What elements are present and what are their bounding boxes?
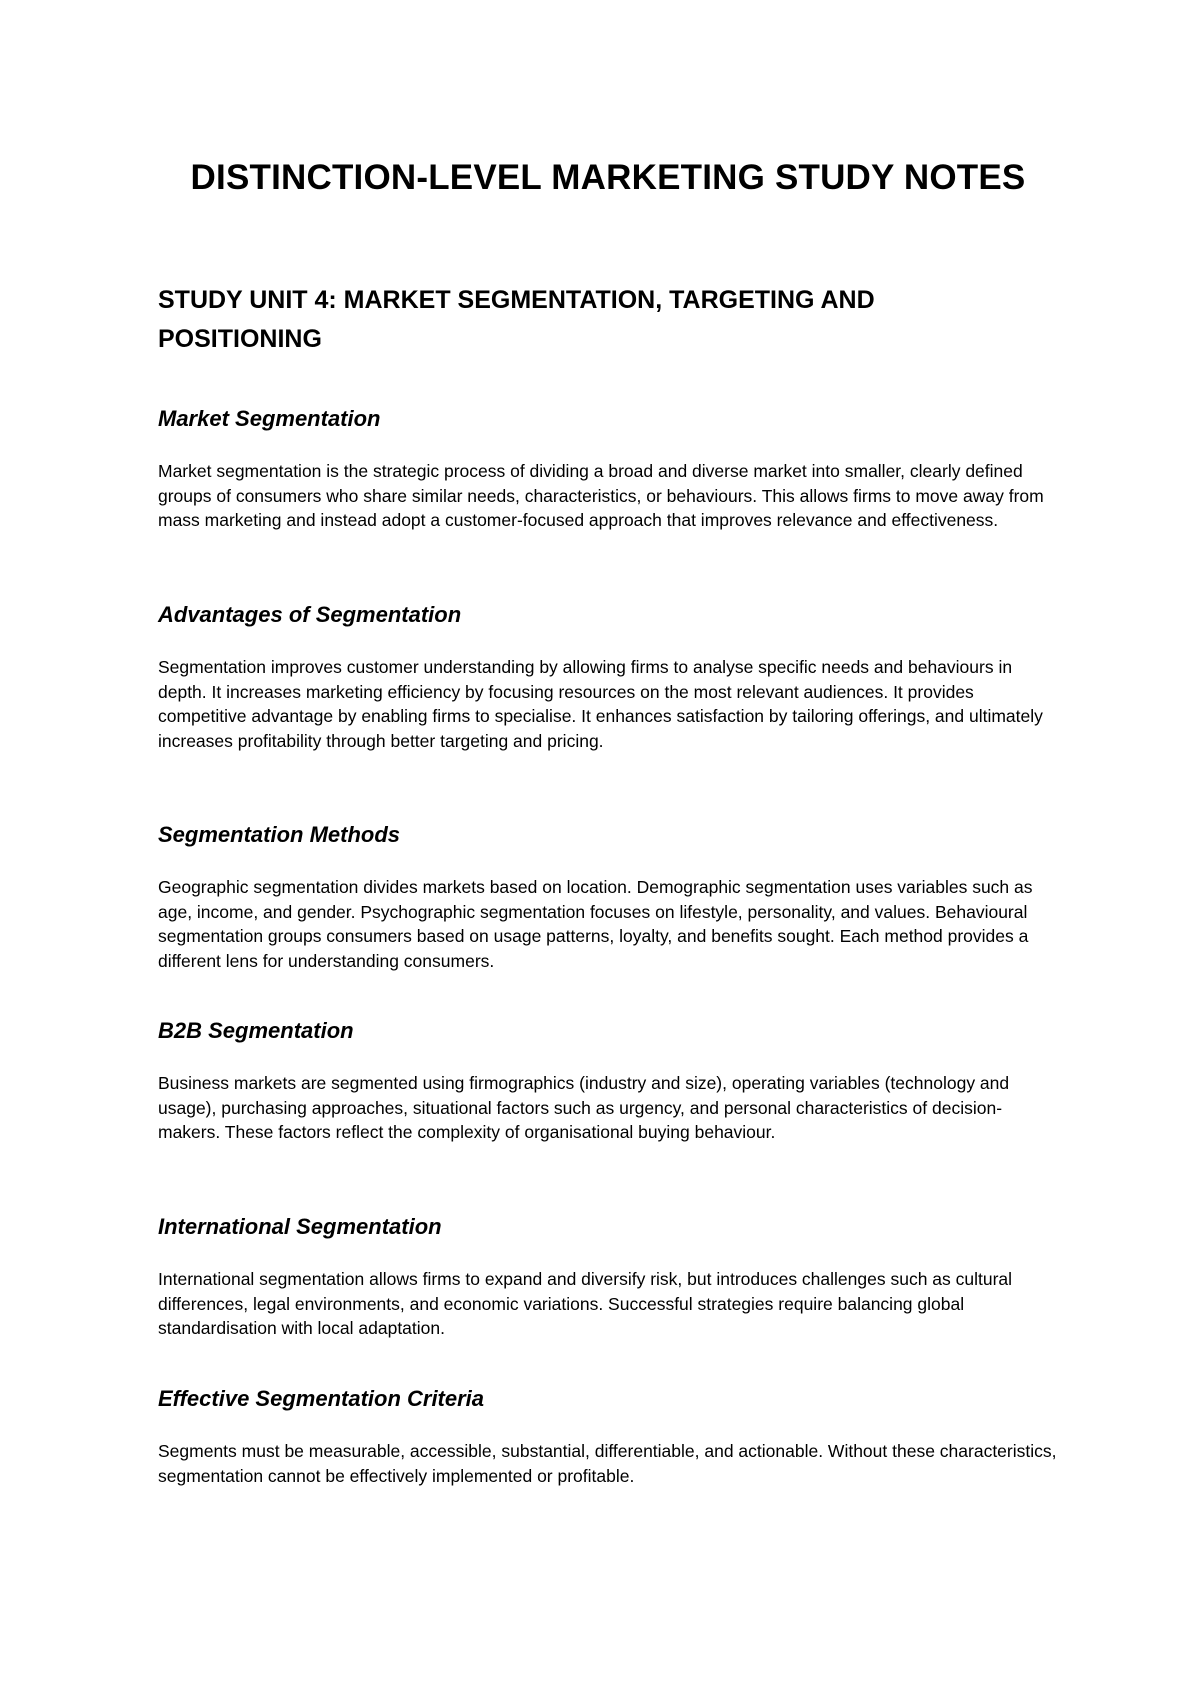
section-effective-segmentation-criteria [158, 1385, 1058, 1488]
section-body: Geographic segmentation divides markets based on location. Demographic segmentation uses variables such as age, income, and gender. Psychographic segmentation focuses on lifestyle, personality, and values. Behavioural segmentation groups consumers based on usage patterns, loyalty, and benefits sought. Each method provides a different lens for understanding consumers. [158, 877, 1033, 971]
document-title: DISTINCTION-LEVEL MARKETING STUDY NOTES [190, 158, 1026, 197]
section-b2b-segmentation [158, 1017, 1058, 1145]
section-international-segmentation [158, 1213, 1058, 1341]
section-heading: B2B Segmentation [158, 1018, 354, 1043]
section-market-segmentation [158, 405, 1058, 533]
section-heading: Advantages of Segmentation [158, 602, 462, 627]
section-body: Segmentation improves customer understanding by allowing firms to analyse specific needs and behaviours in depth. It increases marketing efficiency by focusing resources on the most relevant audiences. It provides competitive advantage by enabling firms to specialise. It enhances satisfaction by tailoring offerings, and ultimately increases profitability through better targeting and pricing. [158, 657, 1043, 751]
section-body: International segmentation allows firms to expand and diversify risk, but introduces challenges such as cultural differences, legal environments, and economic variations. Successful strategies require balancing global standardisation with local adaptation. [158, 1269, 1013, 1338]
section-heading: Segmentation Methods [158, 822, 401, 847]
section-heading: Market Segmentation [158, 406, 381, 431]
section-body: Business markets are segmented using firmographics (industry and size), operating variables (technology and usage), purchasing approaches, situational factors such as urgency, and personal characteristics of decision-makers. These factors reflect the complexity of organisational buying behaviour. [158, 1073, 1010, 1142]
section-body: Market segmentation is the strategic process of dividing a broad and diverse market into smaller, clearly defined groups of consumers who share similar needs, characteristics, or behaviours. This allows firms to move away from mass marketing and instead adopt a customer-focused approach that improves relevance and effectiveness. [158, 461, 1044, 530]
section-heading: Effective Segmentation Criteria [158, 1386, 485, 1411]
section-segmentation-methods [158, 821, 1058, 973]
section-advantages-of-segmentation [158, 601, 1058, 753]
study-unit-title: STUDY UNIT 4: MARKET SEGMENTATION, TARGETING AND POSITIONING [158, 286, 875, 353]
section-heading: International Segmentation [158, 1214, 442, 1239]
section-body: Segments must be measurable, accessible, substantial, differentiable, and actionable. Without these characteristics, segmentation cannot be effectively implemented or profitable. [158, 1441, 1057, 1486]
